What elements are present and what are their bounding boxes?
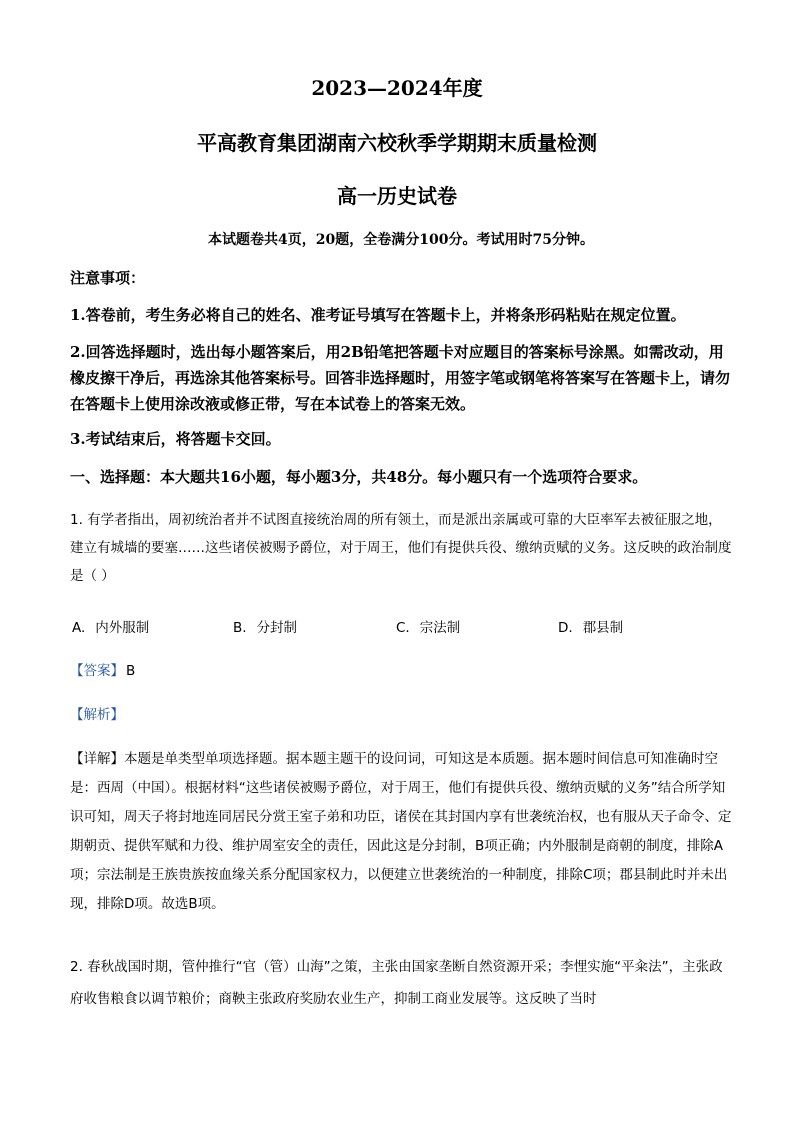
option-a: A. 内外服制 (72, 620, 150, 636)
answer-label: 【答案】 (70, 663, 124, 679)
question-2-stem: 2. 春秋战国时期，管仲推行“官（管）山海”之策，主张由国家垄断自然资源开采；李悝实施“平籴法”，主张政府收售粮食以调节粮价；商鞅主张政府奖励农业生产，抑制工商业发展等。这反映了当时 (70, 959, 723, 1007)
analysis-label: 【解析】 (70, 707, 124, 723)
school-year-title: 2023—2024年度 (311, 76, 483, 100)
question-1-stem: 1. 有学者指出，周初统治者并不试图直接统治周的所有领土，而是派出亲属或可靠的大臣率军去被征服之地，建立有城墙的要塞……这些诸侯被赐予爵位，对于周王，他们有提供兵役、缴纳贡赋的义务。这反映的政治制度是（ ） (70, 512, 732, 584)
exam-info: 本试题卷共4页，20题，全卷满分100分。考试用时75分钟。 (208, 232, 594, 248)
notice-heading: 注意事项： (70, 269, 146, 287)
notice-item-3: 3.考试结束后，将答题卡交回。 (70, 430, 281, 448)
notice-item-2: 2.回答选择题时，选出每小题答案后，用2B铅笔把答题卡对应题目的答案标号涂黑。如需改动，用橡皮擦干净后，再选涂其他答案标号。回答非选择题时，用签字笔或钢笔将答案写在答题卡上，请勿在答题卡上使用涂改液或修正带，写在本试卷上的答案无效。 (70, 343, 731, 413)
answer-value: B (126, 663, 136, 679)
subject-title: 高一历史试卷 (337, 184, 457, 208)
option-b: B. 分封制 (233, 620, 298, 636)
question-1-options (72, 616, 732, 638)
exam-name-title: 平高教育集团湖南六校秋季学期期末质量检测 (197, 131, 597, 155)
question-1-detail: 【详解】本题是单类型单项选择题。据本题主题干的设问词，可知这是本质题。据本题时间信息可知准确时空是：西周（中国）。根据材料“这些诸侯被赐予爵位，对于周王，他们有提供兵役、缴纳贡赋的义务”结合所学知识可知，周天子将封地连同居民分赏王室子弟和功臣，诸侯在其封国内享有世袭统治权，也有服从天子命令、定期朝贡、提供军赋和力役、维护周室安全的责任，因此这是分封制，B项正确；内外服制是商朝的制度，排除A项；宗法制是王族贵族按血缘关系分配国家权力，以便建立世袭统治的一种制度，排除C项；郡县制此时并未出现，排除D项。故选B项。 (70, 751, 732, 912)
option-d: D. 郡县制 (558, 620, 624, 636)
section-heading: 一、选择题：本大题共16小题，每小题3分，共48分。每小题只有一个选项符合要求。 (70, 468, 648, 486)
notice-item-1: 1.答卷前，考生务必将自己的姓名、准考证号填写在答题卡上，并将条形码粘贴在规定位置。 (70, 306, 686, 324)
option-c: C. 宗法制 (396, 620, 461, 636)
answer-line (70, 658, 732, 684)
